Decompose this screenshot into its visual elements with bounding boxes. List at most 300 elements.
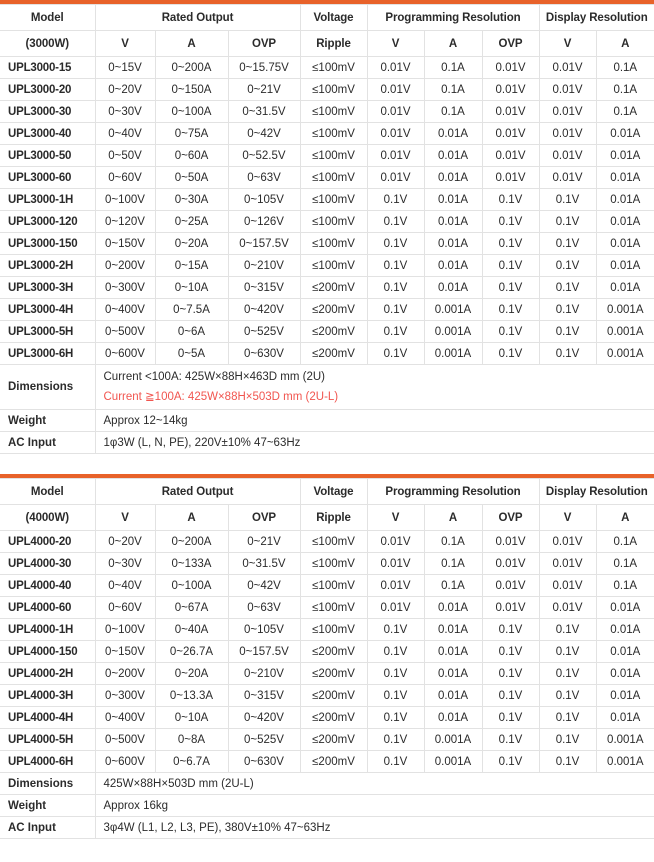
- cell-rated-a: 0~10A: [155, 707, 228, 729]
- cell-voltage-ripple: ≤200mV: [300, 663, 367, 685]
- cell-prog-ovp: 0.01V: [482, 145, 539, 167]
- header-model: Model: [0, 5, 95, 31]
- header-model: Model: [0, 479, 95, 505]
- cell-prog-a: 0.01A: [424, 211, 482, 233]
- table-row: [0, 707, 654, 729]
- table-row: [0, 685, 654, 707]
- header-prog-a: A: [424, 31, 482, 57]
- cell-prog-v: 0.1V: [367, 619, 424, 641]
- cell-disp-v: 0.01V: [539, 531, 596, 553]
- cell-rated-ovp: 0~52.5V: [228, 145, 300, 167]
- cell-rated-a: 0~7.5A: [155, 299, 228, 321]
- cell-model: UPL4000-3H: [0, 685, 95, 707]
- cell-prog-ovp: 0.1V: [482, 299, 539, 321]
- cell-voltage-ripple: ≤100mV: [300, 233, 367, 255]
- cell-prog-a: 0.01A: [424, 685, 482, 707]
- cell-prog-ovp: 0.1V: [482, 343, 539, 365]
- table-body-4000w: [0, 531, 654, 773]
- cell-prog-a: 0.01A: [424, 189, 482, 211]
- cell-disp-a: 0.01A: [596, 619, 654, 641]
- cell-disp-v: 0.1V: [539, 299, 596, 321]
- cell-prog-v: 0.01V: [367, 101, 424, 123]
- table-row: [0, 343, 654, 365]
- cell-prog-v: 0.1V: [367, 685, 424, 707]
- cell-rated-ovp: 0~157.5V: [228, 641, 300, 663]
- header-voltage: Voltage: [300, 5, 367, 31]
- table-footer-3000w: [0, 365, 654, 454]
- footer-label-ac-input: AC Input: [0, 432, 95, 454]
- cell-disp-a: 0.01A: [596, 685, 654, 707]
- cell-model: UPL3000-150: [0, 233, 95, 255]
- cell-disp-a: 0.1A: [596, 575, 654, 597]
- cell-rated-v: 0~500V: [95, 729, 155, 751]
- cell-disp-v: 0.01V: [539, 57, 596, 79]
- cell-rated-v: 0~30V: [95, 101, 155, 123]
- footer-row-dimensions: [0, 773, 654, 795]
- cell-prog-v: 0.01V: [367, 167, 424, 189]
- cell-rated-a: 0~150A: [155, 79, 228, 101]
- cell-rated-a: 0~200A: [155, 57, 228, 79]
- cell-prog-v: 0.01V: [367, 597, 424, 619]
- cell-voltage-ripple: ≤200mV: [300, 685, 367, 707]
- cell-prog-a: 0.01A: [424, 233, 482, 255]
- cell-prog-v: 0.1V: [367, 707, 424, 729]
- cell-rated-v: 0~50V: [95, 145, 155, 167]
- cell-prog-ovp: 0.1V: [482, 707, 539, 729]
- header-rated-v: V: [95, 505, 155, 531]
- footer-label-weight: Weight: [0, 410, 95, 432]
- cell-voltage-ripple: ≤100mV: [300, 531, 367, 553]
- cell-prog-v: 0.1V: [367, 233, 424, 255]
- cell-prog-ovp: 0.01V: [482, 79, 539, 101]
- cell-prog-a: 0.01A: [424, 663, 482, 685]
- cell-disp-a: 0.1A: [596, 79, 654, 101]
- cell-disp-a: 0.01A: [596, 189, 654, 211]
- cell-disp-a: 0.01A: [596, 255, 654, 277]
- cell-model: UPL4000-150: [0, 641, 95, 663]
- cell-rated-ovp: 0~315V: [228, 277, 300, 299]
- footer-value-weight: Approx 12~14kg: [95, 410, 654, 432]
- spec-table-3000w: [0, 4, 654, 454]
- cell-rated-ovp: 0~63V: [228, 597, 300, 619]
- cell-prog-v: 0.1V: [367, 641, 424, 663]
- header-ripple: Ripple: [300, 505, 367, 531]
- cell-disp-a: 0.01A: [596, 277, 654, 299]
- cell-disp-a: 0.01A: [596, 597, 654, 619]
- cell-rated-a: 0~40A: [155, 619, 228, 641]
- cell-rated-ovp: 0~42V: [228, 575, 300, 597]
- cell-prog-v: 0.01V: [367, 575, 424, 597]
- cell-voltage-ripple: ≤100mV: [300, 57, 367, 79]
- cell-model: UPL4000-1H: [0, 619, 95, 641]
- header-prog-a: A: [424, 505, 482, 531]
- cell-prog-v: 0.01V: [367, 57, 424, 79]
- table-row: [0, 619, 654, 641]
- cell-disp-v: 0.01V: [539, 145, 596, 167]
- cell-disp-v: 0.01V: [539, 123, 596, 145]
- cell-rated-ovp: 0~630V: [228, 343, 300, 365]
- cell-prog-v: 0.01V: [367, 79, 424, 101]
- cell-voltage-ripple: ≤100mV: [300, 597, 367, 619]
- cell-rated-a: 0~200A: [155, 531, 228, 553]
- dimensions-line-highcurrent: Current ≧100A: 425W×88H×503D mm (2U-L): [103, 391, 339, 403]
- cell-voltage-ripple: ≤100mV: [300, 255, 367, 277]
- header-programming-resolution: Programming Resolution: [367, 5, 539, 31]
- cell-disp-v: 0.1V: [539, 751, 596, 773]
- cell-prog-ovp: 0.1V: [482, 729, 539, 751]
- cell-prog-a: 0.01A: [424, 597, 482, 619]
- table-row: [0, 145, 654, 167]
- cell-model: UPL3000-120: [0, 211, 95, 233]
- table-row: [0, 321, 654, 343]
- cell-prog-a: 0.01A: [424, 255, 482, 277]
- cell-rated-ovp: 0~210V: [228, 255, 300, 277]
- table-row: [0, 751, 654, 773]
- cell-disp-a: 0.01A: [596, 145, 654, 167]
- header-group-row: [0, 479, 654, 505]
- table-row: [0, 255, 654, 277]
- cell-model: UPL4000-30: [0, 553, 95, 575]
- cell-rated-ovp: 0~42V: [228, 123, 300, 145]
- cell-voltage-ripple: ≤200mV: [300, 343, 367, 365]
- cell-prog-ovp: 0.1V: [482, 663, 539, 685]
- cell-disp-a: 0.001A: [596, 729, 654, 751]
- cell-prog-ovp: 0.01V: [482, 553, 539, 575]
- cell-disp-a: 0.1A: [596, 531, 654, 553]
- cell-prog-ovp: 0.1V: [482, 751, 539, 773]
- cell-rated-ovp: 0~420V: [228, 707, 300, 729]
- cell-rated-v: 0~600V: [95, 751, 155, 773]
- table-row: [0, 531, 654, 553]
- cell-disp-v: 0.01V: [539, 79, 596, 101]
- cell-rated-v: 0~400V: [95, 299, 155, 321]
- footer-label-dimensions: Dimensions: [0, 365, 95, 410]
- cell-rated-a: 0~133A: [155, 553, 228, 575]
- table-header-3000w: [0, 5, 654, 57]
- table-row: [0, 553, 654, 575]
- cell-rated-ovp: 0~105V: [228, 619, 300, 641]
- cell-voltage-ripple: ≤100mV: [300, 211, 367, 233]
- header-rated-output: Rated Output: [95, 479, 300, 505]
- cell-rated-v: 0~15V: [95, 57, 155, 79]
- header-power-rating: (3000W): [0, 31, 95, 57]
- cell-disp-a: 0.01A: [596, 707, 654, 729]
- cell-rated-a: 0~15A: [155, 255, 228, 277]
- cell-rated-ovp: 0~315V: [228, 685, 300, 707]
- header-rated-v: V: [95, 31, 155, 57]
- cell-prog-a: 0.01A: [424, 123, 482, 145]
- header-display-resolution: Display Resolution: [539, 479, 654, 505]
- cell-disp-v: 0.1V: [539, 343, 596, 365]
- cell-rated-ovp: 0~21V: [228, 79, 300, 101]
- cell-rated-v: 0~60V: [95, 167, 155, 189]
- cell-prog-v: 0.01V: [367, 145, 424, 167]
- header-disp-a: A: [596, 31, 654, 57]
- cell-model: UPL4000-2H: [0, 663, 95, 685]
- cell-prog-ovp: 0.01V: [482, 57, 539, 79]
- dimensions-line-standard: Current <100A: 425W×88H×463D mm (2U): [103, 371, 325, 383]
- header-programming-resolution: Programming Resolution: [367, 479, 539, 505]
- cell-voltage-ripple: ≤100mV: [300, 79, 367, 101]
- cell-prog-a: 0.01A: [424, 707, 482, 729]
- cell-prog-ovp: 0.1V: [482, 189, 539, 211]
- cell-rated-a: 0~100A: [155, 575, 228, 597]
- header-sub-row: [0, 505, 654, 531]
- header-prog-ovp: OVP: [482, 505, 539, 531]
- cell-disp-a: 0.01A: [596, 663, 654, 685]
- cell-disp-v: 0.1V: [539, 707, 596, 729]
- cell-prog-v: 0.1V: [367, 321, 424, 343]
- cell-prog-v: 0.01V: [367, 531, 424, 553]
- footer-label-weight: Weight: [0, 795, 95, 817]
- cell-prog-a: 0.001A: [424, 321, 482, 343]
- cell-rated-ovp: 0~31.5V: [228, 101, 300, 123]
- cell-voltage-ripple: ≤100mV: [300, 101, 367, 123]
- cell-rated-v: 0~150V: [95, 641, 155, 663]
- cell-voltage-ripple: ≤200mV: [300, 277, 367, 299]
- cell-prog-ovp: 0.01V: [482, 597, 539, 619]
- cell-disp-a: 0.001A: [596, 321, 654, 343]
- cell-model: UPL3000-5H: [0, 321, 95, 343]
- cell-disp-a: 0.1A: [596, 101, 654, 123]
- cell-prog-v: 0.1V: [367, 343, 424, 365]
- cell-rated-a: 0~13.3A: [155, 685, 228, 707]
- cell-prog-v: 0.01V: [367, 123, 424, 145]
- footer-row-ac-input: [0, 817, 654, 839]
- cell-disp-v: 0.01V: [539, 597, 596, 619]
- cell-rated-a: 0~5A: [155, 343, 228, 365]
- cell-model: UPL3000-6H: [0, 343, 95, 365]
- cell-rated-v: 0~400V: [95, 707, 155, 729]
- cell-voltage-ripple: ≤200mV: [300, 299, 367, 321]
- cell-disp-a: 0.01A: [596, 167, 654, 189]
- cell-prog-v: 0.01V: [367, 553, 424, 575]
- cell-prog-v: 0.1V: [367, 751, 424, 773]
- table-row: [0, 189, 654, 211]
- footer-label-ac-input: AC Input: [0, 817, 95, 839]
- cell-prog-a: 0.1A: [424, 101, 482, 123]
- cell-disp-v: 0.01V: [539, 101, 596, 123]
- cell-disp-v: 0.01V: [539, 167, 596, 189]
- cell-prog-ovp: 0.1V: [482, 233, 539, 255]
- cell-prog-a: 0.01A: [424, 167, 482, 189]
- cell-rated-a: 0~50A: [155, 167, 228, 189]
- cell-disp-v: 0.1V: [539, 277, 596, 299]
- cell-disp-a: 0.01A: [596, 641, 654, 663]
- table-row: [0, 57, 654, 79]
- header-power-rating: (4000W): [0, 505, 95, 531]
- cell-model: UPL3000-60: [0, 167, 95, 189]
- cell-disp-v: 0.1V: [539, 729, 596, 751]
- cell-prog-v: 0.1V: [367, 299, 424, 321]
- cell-model: UPL3000-3H: [0, 277, 95, 299]
- header-voltage: Voltage: [300, 479, 367, 505]
- cell-prog-ovp: 0.1V: [482, 277, 539, 299]
- footer-value-dimensions: 425W×88H×503D mm (2U-L): [95, 773, 654, 795]
- cell-rated-a: 0~100A: [155, 101, 228, 123]
- table-row: [0, 233, 654, 255]
- cell-prog-ovp: 0.01V: [482, 123, 539, 145]
- footer-value-weight: Approx 16kg: [95, 795, 654, 817]
- cell-voltage-ripple: ≤100mV: [300, 619, 367, 641]
- cell-prog-v: 0.1V: [367, 189, 424, 211]
- cell-disp-v: 0.1V: [539, 255, 596, 277]
- cell-model: UPL3000-20: [0, 79, 95, 101]
- cell-rated-v: 0~40V: [95, 575, 155, 597]
- cell-rated-a: 0~10A: [155, 277, 228, 299]
- table-row: [0, 123, 654, 145]
- cell-prog-ovp: 0.1V: [482, 641, 539, 663]
- cell-rated-v: 0~300V: [95, 277, 155, 299]
- footer-value-ac-input: 3φ4W (L1, L2, L3, PE), 380V±10% 47~63Hz: [95, 817, 654, 839]
- footer-label-dimensions: Dimensions: [0, 773, 95, 795]
- table-row: [0, 167, 654, 189]
- cell-rated-ovp: 0~420V: [228, 299, 300, 321]
- cell-prog-a: 0.001A: [424, 299, 482, 321]
- header-group-row: [0, 5, 654, 31]
- cell-prog-a: 0.001A: [424, 343, 482, 365]
- cell-prog-v: 0.1V: [367, 211, 424, 233]
- cell-rated-v: 0~600V: [95, 343, 155, 365]
- table-footer-4000w: [0, 773, 654, 839]
- table-row: [0, 597, 654, 619]
- table-row: [0, 641, 654, 663]
- cell-rated-ovp: 0~21V: [228, 531, 300, 553]
- cell-prog-v: 0.1V: [367, 729, 424, 751]
- cell-rated-v: 0~100V: [95, 189, 155, 211]
- cell-rated-ovp: 0~525V: [228, 321, 300, 343]
- footer-value-ac-input: 1φ3W (L, N, PE), 220V±10% 47~63Hz: [95, 432, 654, 454]
- table-row: [0, 663, 654, 685]
- table-row: [0, 729, 654, 751]
- cell-model: UPL4000-20: [0, 531, 95, 553]
- cell-rated-a: 0~20A: [155, 663, 228, 685]
- cell-voltage-ripple: ≤100mV: [300, 189, 367, 211]
- table-row: [0, 101, 654, 123]
- cell-prog-v: 0.1V: [367, 255, 424, 277]
- cell-rated-ovp: 0~210V: [228, 663, 300, 685]
- cell-rated-ovp: 0~126V: [228, 211, 300, 233]
- footer-row-weight: [0, 795, 654, 817]
- cell-prog-ovp: 0.01V: [482, 167, 539, 189]
- header-rated-output: Rated Output: [95, 5, 300, 31]
- cell-rated-v: 0~20V: [95, 79, 155, 101]
- cell-rated-a: 0~60A: [155, 145, 228, 167]
- cell-prog-a: 0.1A: [424, 57, 482, 79]
- cell-rated-ovp: 0~105V: [228, 189, 300, 211]
- cell-prog-a: 0.01A: [424, 277, 482, 299]
- table-row: [0, 79, 654, 101]
- cell-rated-v: 0~300V: [95, 685, 155, 707]
- cell-prog-a: 0.1A: [424, 553, 482, 575]
- cell-disp-a: 0.001A: [596, 343, 654, 365]
- cell-prog-ovp: 0.1V: [482, 321, 539, 343]
- cell-rated-a: 0~26.7A: [155, 641, 228, 663]
- cell-prog-a: 0.1A: [424, 531, 482, 553]
- cell-prog-a: 0.001A: [424, 729, 482, 751]
- cell-prog-ovp: 0.1V: [482, 685, 539, 707]
- cell-rated-a: 0~8A: [155, 729, 228, 751]
- cell-disp-v: 0.1V: [539, 663, 596, 685]
- cell-disp-a: 0.001A: [596, 299, 654, 321]
- cell-voltage-ripple: ≤100mV: [300, 145, 367, 167]
- footer-value-dimensions: [95, 365, 654, 410]
- table-header-4000w: [0, 479, 654, 531]
- cell-rated-v: 0~200V: [95, 663, 155, 685]
- cell-rated-a: 0~6A: [155, 321, 228, 343]
- cell-model: UPL3000-30: [0, 101, 95, 123]
- footer-row-weight: [0, 410, 654, 432]
- cell-rated-v: 0~150V: [95, 233, 155, 255]
- cell-voltage-ripple: ≤100mV: [300, 553, 367, 575]
- header-prog-v: V: [367, 505, 424, 531]
- cell-prog-a: 0.01A: [424, 641, 482, 663]
- header-rated-a: A: [155, 31, 228, 57]
- cell-model: UPL3000-50: [0, 145, 95, 167]
- cell-disp-v: 0.1V: [539, 211, 596, 233]
- cell-disp-v: 0.1V: [539, 189, 596, 211]
- footer-row-ac-input: [0, 432, 654, 454]
- cell-rated-a: 0~6.7A: [155, 751, 228, 773]
- cell-voltage-ripple: ≤100mV: [300, 575, 367, 597]
- cell-prog-ovp: 0.01V: [482, 101, 539, 123]
- table-row: [0, 299, 654, 321]
- cell-disp-v: 0.1V: [539, 641, 596, 663]
- cell-model: UPL3000-1H: [0, 189, 95, 211]
- header-rated-a: A: [155, 505, 228, 531]
- cell-voltage-ripple: ≤200mV: [300, 729, 367, 751]
- table-row: [0, 211, 654, 233]
- cell-rated-ovp: 0~31.5V: [228, 553, 300, 575]
- cell-rated-v: 0~120V: [95, 211, 155, 233]
- header-display-resolution: Display Resolution: [539, 5, 654, 31]
- cell-voltage-ripple: ≤200mV: [300, 641, 367, 663]
- header-disp-v: V: [539, 505, 596, 531]
- cell-voltage-ripple: ≤200mV: [300, 707, 367, 729]
- header-ripple: Ripple: [300, 31, 367, 57]
- cell-rated-v: 0~40V: [95, 123, 155, 145]
- table-row: [0, 277, 654, 299]
- cell-model: UPL4000-40: [0, 575, 95, 597]
- cell-rated-v: 0~200V: [95, 255, 155, 277]
- cell-disp-v: 0.1V: [539, 619, 596, 641]
- cell-voltage-ripple: ≤200mV: [300, 751, 367, 773]
- header-prog-v: V: [367, 31, 424, 57]
- cell-disp-v: 0.01V: [539, 575, 596, 597]
- cell-model: UPL3000-4H: [0, 299, 95, 321]
- cell-model: UPL4000-6H: [0, 751, 95, 773]
- cell-prog-a: 0.1A: [424, 575, 482, 597]
- cell-prog-ovp: 0.1V: [482, 211, 539, 233]
- header-rated-ovp: OVP: [228, 505, 300, 531]
- table-row: [0, 575, 654, 597]
- cell-rated-v: 0~60V: [95, 597, 155, 619]
- cell-disp-a: 0.1A: [596, 57, 654, 79]
- cell-model: UPL4000-60: [0, 597, 95, 619]
- cell-prog-v: 0.1V: [367, 663, 424, 685]
- footer-row-dimensions: [0, 365, 654, 410]
- header-disp-a: A: [596, 505, 654, 531]
- cell-prog-a: 0.001A: [424, 751, 482, 773]
- cell-disp-a: 0.01A: [596, 123, 654, 145]
- cell-disp-a: 0.1A: [596, 553, 654, 575]
- cell-model: UPL4000-4H: [0, 707, 95, 729]
- cell-rated-a: 0~67A: [155, 597, 228, 619]
- cell-rated-ovp: 0~630V: [228, 751, 300, 773]
- cell-prog-ovp: 0.1V: [482, 255, 539, 277]
- cell-model: UPL3000-40: [0, 123, 95, 145]
- cell-rated-a: 0~20A: [155, 233, 228, 255]
